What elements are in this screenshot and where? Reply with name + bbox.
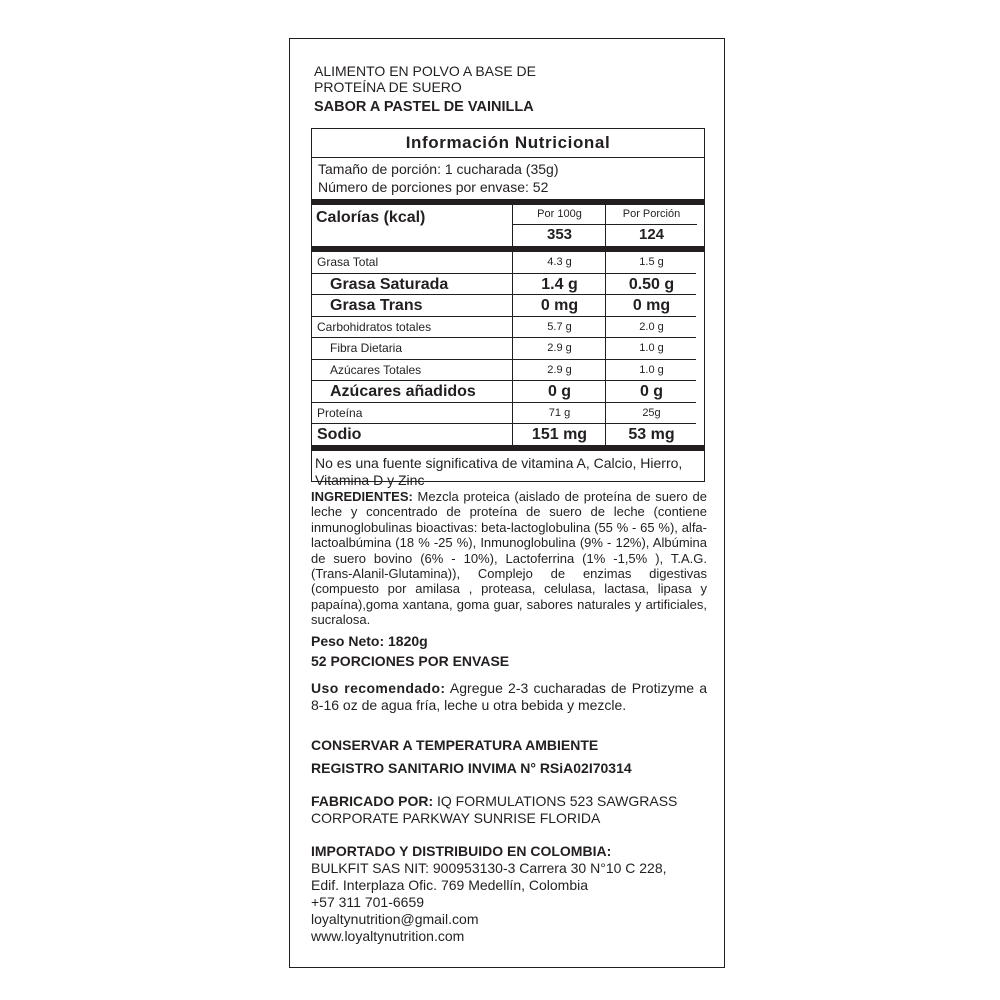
sanitary-registry: REGISTRO SANITARIO INVIMA N° RSiA02I70314 — [311, 760, 632, 776]
nutrient-value-100g: 2.9 g — [512, 338, 606, 359]
nutrient-value-100g: 151 mg — [512, 424, 606, 445]
product-label — [289, 38, 725, 968]
nutrient-row-sodio — [312, 424, 696, 445]
nutrition-footnote: No es una fuente significativa de vitamina A, Calcio, Hierro, Vitamina D y Zinc — [315, 454, 683, 488]
nutrient-value-portion: 1.0 g — [605, 360, 697, 381]
nutrient-table — [312, 252, 696, 445]
product-name-line1: ALIMENTO EN POLVO A BASE DE — [314, 63, 537, 79]
nutrient-name: Azúcares añadidos — [330, 383, 476, 400]
nutrient-value-portion: 1.5 g — [605, 252, 697, 273]
ingredients-text: Mezcla proteica (aislado de proteína de suero de leche y concentrado de proteína de suero de leche (contiene inmunoglobulinas bioactivas: beta-lactoglobulina (55 % - 65 %), alfa-lactoalbúmina (18 % -25 %), Inmunoglobulina (9% - 12%), Albúmina de suero bovino (6% - 10%), Lactoferrina (1% -1,5% ), T.A.G. (Trans-Alanil-Glutamina)), Complejo de enzimas digestivas (compuesto por amilasa , proteasa, celulasa, lactasa, lipasa y papaína),goma xantana, goma guar, sabores naturales y artificiales, sucralosa. — [311, 489, 707, 628]
manufacturer-text: IQ FORMULATIONS 523 SAWGRASS CORPORATE PARKWAY SUNRISE FLORIDA — [311, 793, 678, 826]
nutrient-name: Grasa Saturada — [330, 275, 449, 293]
nutrient-value-100g: 0 mg — [512, 295, 606, 316]
nutrient-name: Grasa Trans — [330, 297, 423, 314]
manufacturer-section — [311, 793, 707, 827]
nutrient-row-grasa-saturada — [312, 274, 696, 296]
nutrient-name: Proteína — [317, 405, 363, 420]
nutrient-row-grasa-total — [312, 252, 696, 274]
nutrition-facts-panel — [311, 128, 705, 488]
importer-line1: BULKFIT SAS NIT: 900953130-3 Carrera 30 N°10 C 228, — [311, 860, 667, 876]
product-header — [314, 63, 714, 115]
ingredients-section — [311, 489, 707, 628]
usage-label: Uso recomendado: — [311, 680, 446, 696]
storage-note: CONSERVAR A TEMPERATURA AMBIENTE — [311, 737, 599, 753]
nutrient-name: Carbohidratos totales — [317, 319, 432, 334]
nutrient-row-azucares-anadidos — [312, 381, 696, 403]
calories-row — [312, 205, 704, 246]
nutrient-value-portion: 25g — [605, 403, 697, 424]
serving-size: Tamaño de porción: 1 cucharada (35g) — [318, 161, 559, 177]
nutrient-value-100g: 0 g — [512, 381, 606, 402]
calories-100g: 353 — [512, 224, 606, 246]
importer-section — [311, 843, 707, 945]
calories-portion: 124 — [605, 224, 697, 246]
nutrient-value-portion: 0 mg — [605, 295, 697, 316]
col-header-portion: Por Porción — [605, 205, 697, 225]
servings-per-container: Número de porciones por envase: 52 — [318, 179, 549, 195]
nutrient-name: Azúcares Totales — [330, 362, 422, 377]
nutrient-name: Sodio — [317, 426, 362, 443]
importer-label: IMPORTADO Y DISTRIBUIDO EN COLOMBIA: — [311, 843, 612, 859]
usage-section — [311, 680, 707, 714]
nutrient-row-carbohidratos — [312, 317, 696, 339]
ingredients-label: INGREDIENTES: — [311, 489, 413, 504]
manufacturer-label: FABRICADO POR: — [311, 793, 434, 809]
nutrient-name: Fibra Dietaria — [330, 341, 403, 355]
col-header-100g: Por 100g — [512, 205, 606, 225]
calories-label: Calorías (kcal) — [316, 209, 426, 226]
nutrient-value-portion: 0 g — [605, 381, 697, 402]
nutrient-name: Grasa Total — [317, 255, 379, 269]
product-name-line2: PROTEÍNA DE SUERO — [314, 79, 462, 95]
nutrition-title: Información Nutricional — [312, 129, 704, 158]
nutrient-value-100g: 1.4 g — [512, 274, 606, 295]
nutrient-row-grasa-trans — [312, 295, 696, 317]
nutrient-value-portion: 1.0 g — [605, 338, 697, 359]
importer-email: loyaltynutrition@gmail.com — [311, 911, 479, 927]
nutrient-value-100g: 71 g — [512, 403, 606, 424]
usage-text: Agregue 2-3 cucharadas de Protizyme a 8-16 oz de agua fría, leche u otra bebida y mezcle. — [311, 680, 707, 713]
nutrient-row-azucares-totales — [312, 360, 696, 382]
portions-per-container: 52 PORCIONES POR ENVASE — [311, 653, 510, 669]
importer-line2: Edif. Interplaza Ofic. 769 Medellín, Colombia — [311, 877, 589, 893]
nutrient-value-100g: 4.3 g — [512, 252, 606, 273]
importer-phone: +57 311 701-6659 — [311, 894, 425, 910]
nutrient-value-portion: 2.0 g — [605, 317, 697, 338]
importer-website: www.loyaltynutrition.com — [311, 928, 465, 944]
product-flavor: SABOR A PASTEL DE VAINILLA — [314, 99, 534, 115]
nutrient-row-fibra — [312, 338, 696, 360]
net-weight: Peso Neto: 1820g — [311, 633, 428, 649]
nutrient-value-portion: 0.50 g — [605, 274, 697, 295]
nutrient-row-proteina — [312, 403, 696, 425]
nutrient-value-portion: 53 mg — [605, 424, 697, 445]
serving-info — [312, 158, 704, 199]
nutrient-value-100g: 2.9 g — [512, 360, 606, 381]
nutrient-value-100g: 5.7 g — [512, 317, 606, 338]
